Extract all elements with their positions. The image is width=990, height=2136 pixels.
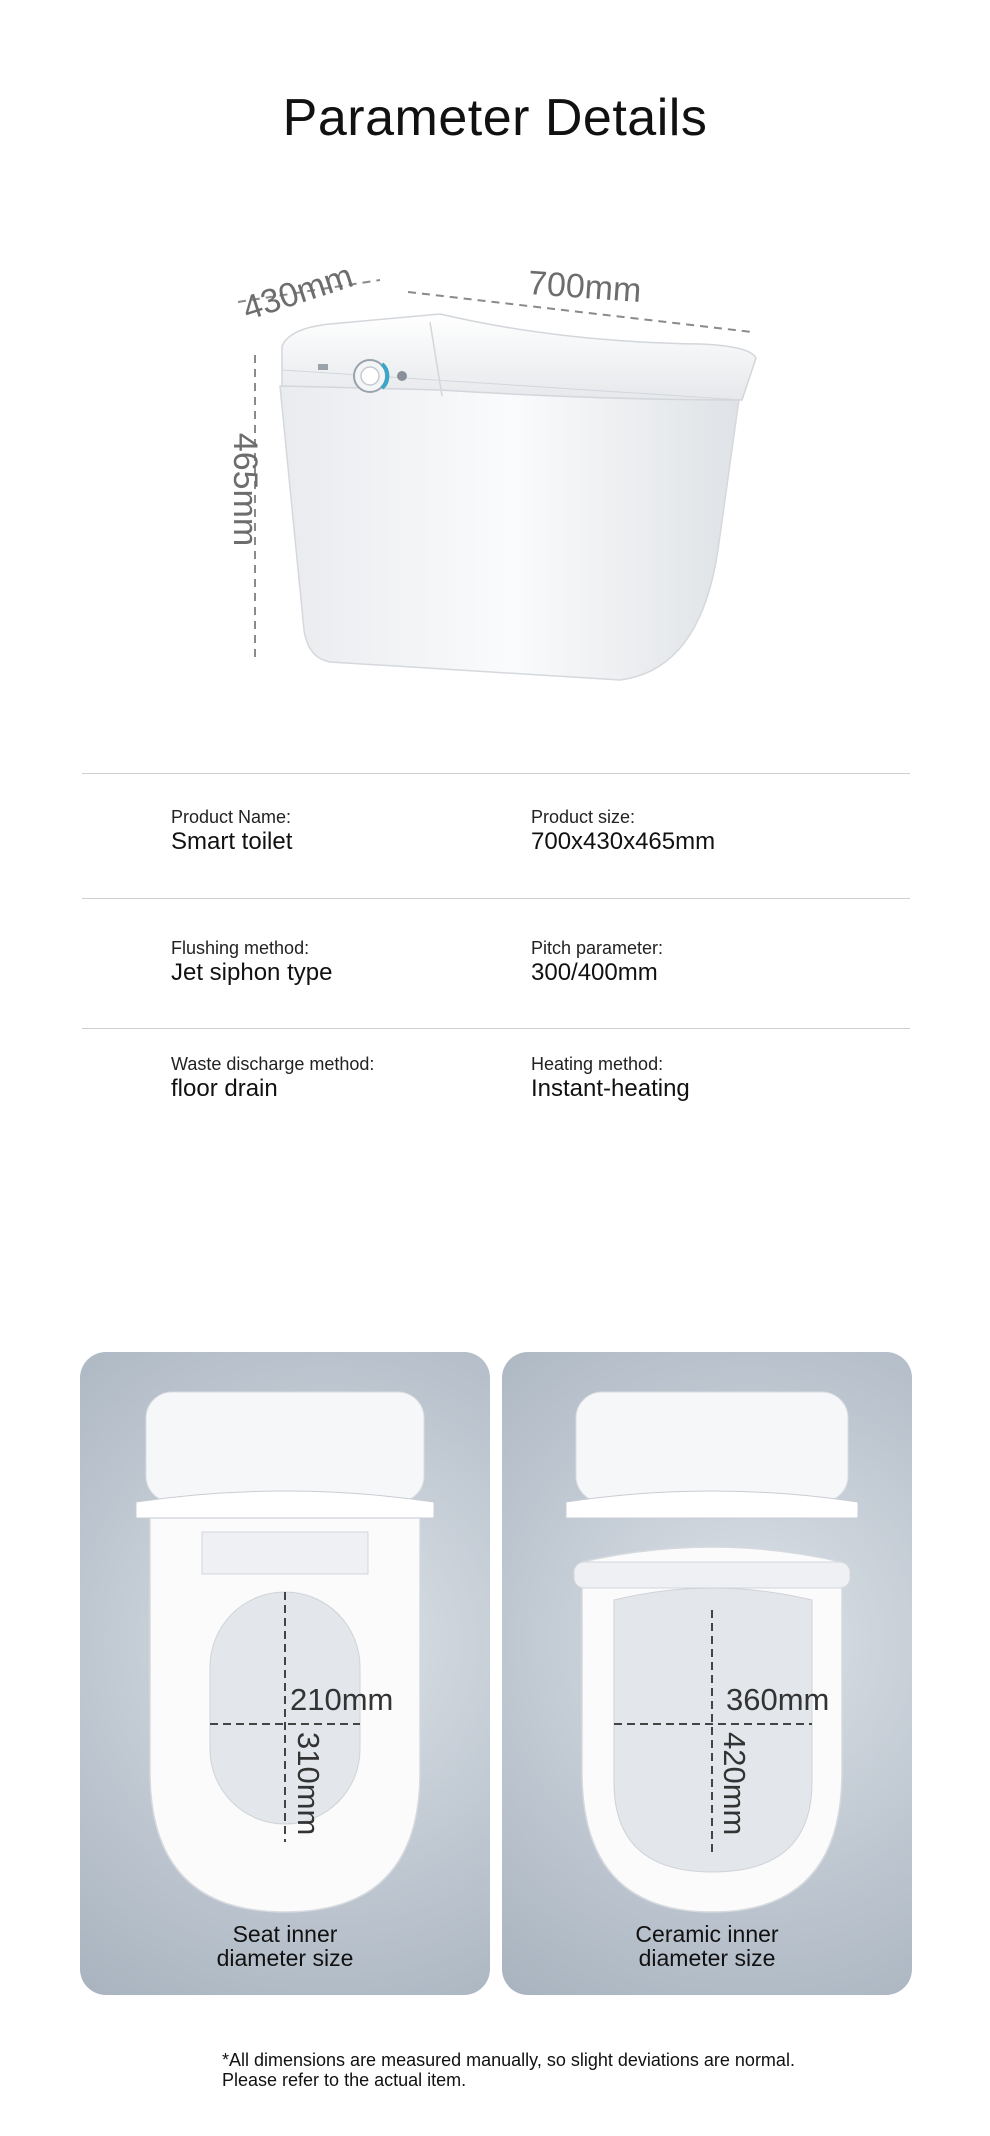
spec-value: floor drain [171,1075,278,1102]
ceramic-top-view-image [502,1352,912,1995]
ceramic-width-measure: 360mm [726,1682,830,1717]
spec-label: Pitch parameter: [531,938,664,958]
spec-value: Instant-heating [531,1075,690,1102]
ceramic-inner-card [502,1352,912,1995]
divider [82,898,910,899]
spec-value: Smart toilet [171,828,293,855]
spec-label: Waste discharge method: [171,1054,375,1074]
length-dimension-label: 700mm [526,264,643,310]
page-title: Parameter Details [282,89,708,147]
spec-label: Flushing method: [171,938,310,958]
seat-inner-card [80,1352,490,1995]
spec-label: Product Name: [171,807,292,827]
height-dimension-label: 465mm [226,432,265,547]
spec-flushing-method [171,937,332,987]
toilet-product-image [0,250,990,690]
width-dimension-label: 430mm [237,256,358,329]
spec-product-size [531,806,715,856]
spec-waste-discharge [171,1053,374,1103]
divider [82,1028,910,1029]
caption-line: diameter size [216,1945,354,1971]
caption-line: Ceramic inner [635,1921,779,1947]
card-caption [502,1922,912,1970]
spec-label: Product size: [531,807,636,827]
spec-value: Jet siphon type [171,959,333,986]
spec-product-name [171,806,292,856]
ceramic-length-measure: 420mm [717,1732,752,1836]
spec-heating-method [531,1053,690,1103]
seat-width-measure: 210mm [290,1682,394,1717]
spec-pitch-parameter [531,937,663,987]
card-caption [80,1922,490,1970]
footnote: *All dimensions are measured manually, so slight deviations are normal. Please refer to the actual item. [222,2050,795,2090]
spec-value: 300/400mm [531,959,658,986]
spec-value: 700x430x465mm [531,828,716,855]
caption-line: Seat inner [232,1921,338,1947]
seat-top-view-image [80,1352,490,1995]
divider [82,773,910,774]
spec-label: Heating method: [531,1054,664,1074]
seat-length-measure: 310mm [291,1732,326,1836]
caption-line: diameter size [638,1945,776,1971]
